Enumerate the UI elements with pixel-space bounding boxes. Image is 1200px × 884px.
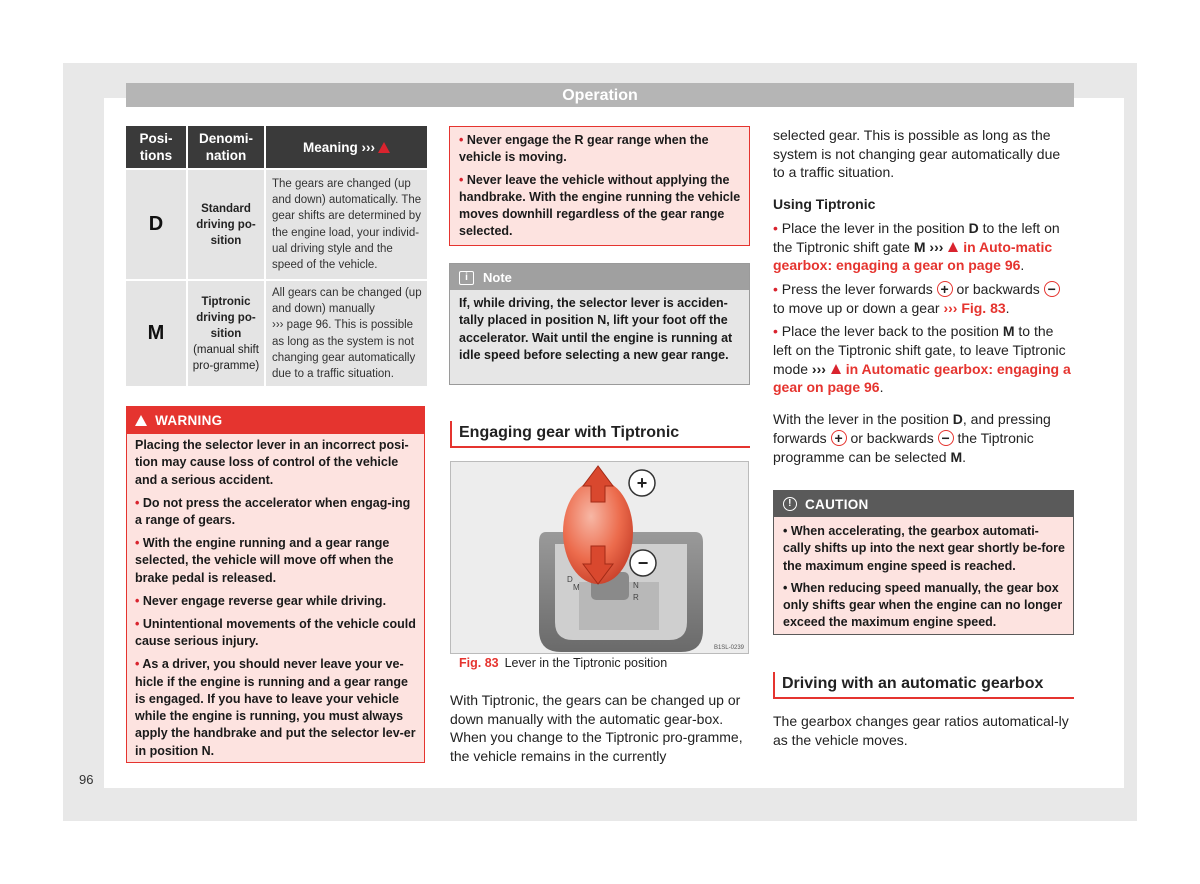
list-item: • Place the lever in the position D to the left on the Tiptronic shift gate M ››› in Auto-matic gearbox: engaging a gear on page 96. [773,219,1060,274]
minus-icon: − [1044,281,1060,297]
list-item: • Place the lever back to the position M to the left on the Tiptronic shift gate, to leave Tiptronic mode ››› in Automatic gearbox: engaging a gear on page 96. [773,323,1071,396]
denomination-cell: Tiptronic driving po-sition (manual shift pro-gramme) [187,280,265,386]
list-item: • When reducing speed manually, the gear box only shifts gear when the engine can no longer exceed the maximum engine speed. [783,580,1063,630]
cross-reference-link[interactable]: in Auto-matic gearbox: engaging a gear on page 96 [773,238,1053,274]
page-number: 96 [79,772,94,787]
table-header-row [126,126,427,169]
minus-icon: − [938,430,954,446]
cross-reference-link[interactable]: in Automatic gearbox: engaging a gear on page 96 [773,360,1071,396]
list-item: • Unintentional movements of the vehicle could cause serious injury. [135,616,416,649]
list-item: • As a driver, you should never leave your ve-hicle if the engine is running and a gear range is engaged. If you have to leave your vehicle while the engine is running, you must always apply the handbrake and put the selector lev-er in position N. [135,657,416,758]
figure-tiptronic-lever [450,461,749,654]
warning-header: WARNING [127,407,424,434]
col-header-denomination: Denomi- nation [187,126,265,169]
plus-icon: + [636,473,648,493]
warning-triangle-icon [135,415,147,426]
note-header: i Note [450,264,749,290]
list-item: • Press the lever forwards + or backwards − to move up or down a gear ››› Fig. 83. [773,280,1075,317]
table-row [126,169,427,280]
list-item: • With the engine running and a gear range selected, the vehicle will move off when the brake pedal is released. [135,536,394,585]
figure-caption: Fig. 83 Lever in the Tiptronic position [459,656,668,670]
tiptronic-select-paragraph: With the lever in the position D, and pressing forwards + or backwards − the Tiptronic programme can be selected M. [773,411,1051,465]
note-body: If, while driving, the selector lever is acciden-tally placed in position N, lift your foot off the accelerator. Wait until the engine is running at idle speed before selecting a new gear range. [459,296,733,362]
col-header-positions: Posi- tions [126,126,187,169]
list-item: • Never leave the vehicle without applying the handbrake. With the engine running the vehicle moves downhill regardless of the gear range selected. [459,172,741,239]
automatic-gearbox-paragraph: The gearbox changes gear ratios automatical-ly as the vehicle moves. [773,713,1069,748]
list-item: • Do not press the accelerator when engag-ing a range of gears. [135,495,411,527]
warning-intro: Placing the selector lever in an incorrect posi-tion may cause loss of control of the vehicle and a serious accident. [135,438,409,487]
warning-triangle-icon [831,364,841,374]
warning-triangle-icon [948,242,958,252]
gear-label-d: D [567,575,573,584]
caution-body [774,517,1073,632]
table-row [126,280,427,386]
caution-header: ! CAUTION [774,491,1073,517]
col-header-meaning: Meaning ››› [265,126,427,169]
list-item: • Never engage the R gear range when the vehicle is moving. [459,133,709,165]
minus-icon: − [637,553,649,573]
warning-box [126,406,425,763]
plus-icon: + [831,430,847,446]
section-title-tiptronic: Engaging gear with Tiptronic [450,421,750,448]
gear-positions-table [126,126,427,386]
gear-label-n: N [633,581,639,590]
gear-lever-illustration [451,462,749,654]
warning-continuation-box [449,126,750,246]
note-box [449,263,750,385]
position-cell: D [126,169,187,280]
using-tiptronic-heading: Using Tiptronic [773,196,876,213]
caution-box [773,490,1074,635]
denomination-cell: Standard driving po-sition [187,169,265,280]
section-title-automatic-gearbox: Driving with an automatic gearbox [773,672,1074,699]
column3-text [773,126,1075,466]
list-item: • Never engage reverse gear while driving. [135,593,387,608]
figure-code: B1SL-0239 [713,645,744,651]
warning-triangle-icon [378,142,390,153]
tiptronic-paragraph: With Tiptronic, the gears can be changed up or down manually with the automatic gear-box. When you change to the Tiptronic pro-gramme, the vehicle remains in the currently [450,692,743,765]
section-header: Operation [126,83,1074,107]
gear-label-m: M [573,583,580,592]
meaning-cell: The gears are changed (up and down) automatically. The gear shifts are determined by the engine load, your individ-ual driving style and the speed of the vehicle. [265,169,427,280]
plus-icon: + [937,281,953,297]
warning-body [127,434,424,760]
meaning-cell: All gears can be changed (up and down) manually ››› page 96. This is possible as long as the system is not changing gear automatically due to a traffic situation. [265,280,427,386]
list-item: • When accelerating, the gearbox automati-cally shifts up into the next gear shortly be-fore the maximum engine speed is reached. [783,524,1065,573]
figure-reference-link[interactable]: ››› Fig. 83 [943,299,1006,316]
gear-label-r: R [633,593,639,602]
continued-paragraph: selected gear. This is possible as long as the system is not changing gear automatically due to a traffic situation. [773,127,1061,181]
position-cell: M [126,280,187,386]
caution-icon: ! [783,497,797,511]
info-icon: i [459,271,474,285]
